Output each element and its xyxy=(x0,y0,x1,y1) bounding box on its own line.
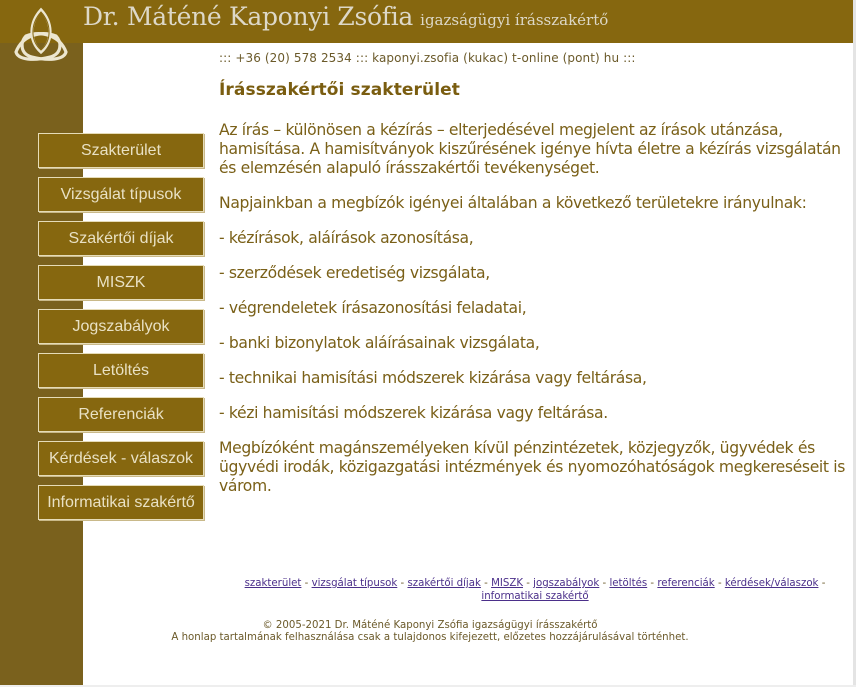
footer-link-szakertoi-dijak[interactable]: szakértői díjak xyxy=(407,578,481,589)
nav-miszk[interactable]: MISZK xyxy=(38,265,204,300)
footer-link-kerdesek-valaszok[interactable]: kérdések/válaszok xyxy=(724,578,819,589)
nav-letoltes[interactable]: Letöltés xyxy=(38,353,204,388)
list-item: - technikai hamisítási módszerek kizárása vagy feltárása, xyxy=(219,369,647,387)
footer-link-letoltes[interactable]: letöltés xyxy=(609,578,648,589)
site-title xyxy=(83,2,608,31)
footer-link-szakterulet[interactable]: szakterület xyxy=(244,578,302,589)
triquetra-icon[interactable] xyxy=(10,6,72,62)
site-owner-name: Dr. Máténé Kaponyi Zsófia xyxy=(83,2,414,31)
footer-nav xyxy=(230,578,840,603)
separator: - xyxy=(818,578,826,589)
lead-paragraph: Napjainkban a megbízók igényei általában a következő területekre irányulnak: xyxy=(219,194,807,212)
intro-paragraph: Az írás – különösen a kézírás – elterjedésével megjelent az írások utánzása, hamisítása. A hamisítványok kiszűrésének igénye hívta életre a kézírás vizsgálatán és elemzésén alapuló írásszakértői tevékenységet. xyxy=(219,121,841,177)
main-content xyxy=(219,80,855,512)
separator: - xyxy=(714,578,725,589)
separator: - xyxy=(599,578,610,589)
contact-line: ::: +36 (20) 578 2534 ::: kaponyi.zsofia (kukac) t-online (pont) hu ::: xyxy=(219,51,636,65)
list-item: - kézírások, aláírások azonosítása, xyxy=(219,229,474,247)
copyright-text: © 2005-2021 Dr. Máténé Kaponyi Zsófia igazságügyi írásszakértő xyxy=(262,620,598,631)
footer-link-jogszabalyok[interactable]: jogszabályok xyxy=(533,578,600,589)
page-title: Írásszakértői szakterület xyxy=(219,80,461,100)
nav-informatikai-szakerto[interactable]: Informatikai szakértő xyxy=(38,485,204,520)
list-item: - banki bizonylatok aláírásainak vizsgálata, xyxy=(219,334,540,352)
nav-vizsgalat-tipusok[interactable]: Vizsgálat típusok xyxy=(38,177,204,212)
separator: - xyxy=(523,578,534,589)
list-item: - szerződések eredetiség vizsgálata, xyxy=(219,264,490,282)
footer-link-informatikai-szakerto[interactable]: informatikai szakértő xyxy=(481,590,589,602)
separator: - xyxy=(397,578,408,589)
list-item: - végrendeletek írásazonosítási feladatai, xyxy=(219,299,527,317)
footer-copyright xyxy=(160,620,700,644)
site-subtitle: igazságügyi írásszakértő xyxy=(420,11,609,29)
nav-szakterulet[interactable]: Szakterület xyxy=(38,133,204,168)
list-item: - kézi hamisítási módszerek kizárása vagy feltárása. xyxy=(219,404,608,422)
footer-link-miszk[interactable]: MISZK xyxy=(491,578,523,589)
nav-referenciak[interactable]: Referenciák xyxy=(38,397,204,432)
footer-link-vizsgalat-tipusok[interactable]: vizsgálat típusok xyxy=(311,578,398,589)
nav-jogszabalyok[interactable]: Jogszabályok xyxy=(38,309,204,344)
closing-paragraph: Megbízóként magánszemélyeken kívül pénzintézetek, közjegyzők, ügyvédek és ügyvédi irodák, közigazgatási intézmények és nyomozóhatóságok megkereséseit is várom. xyxy=(219,439,846,495)
separator: - xyxy=(480,578,492,589)
footer-link-referenciak[interactable]: referenciák xyxy=(657,578,715,589)
nav-szakertoi-dijak[interactable]: Szakértői díjak xyxy=(38,221,204,256)
separator: - xyxy=(301,578,312,589)
nav-kerdesek-valaszok[interactable]: Kérdések - válaszok xyxy=(38,441,204,476)
usage-notice: A honlap tartalmának felhasználása csak a tulajdonos kifejezett, előzetes hozzájárulásával történhet. xyxy=(171,632,689,643)
separator: - xyxy=(647,578,658,589)
